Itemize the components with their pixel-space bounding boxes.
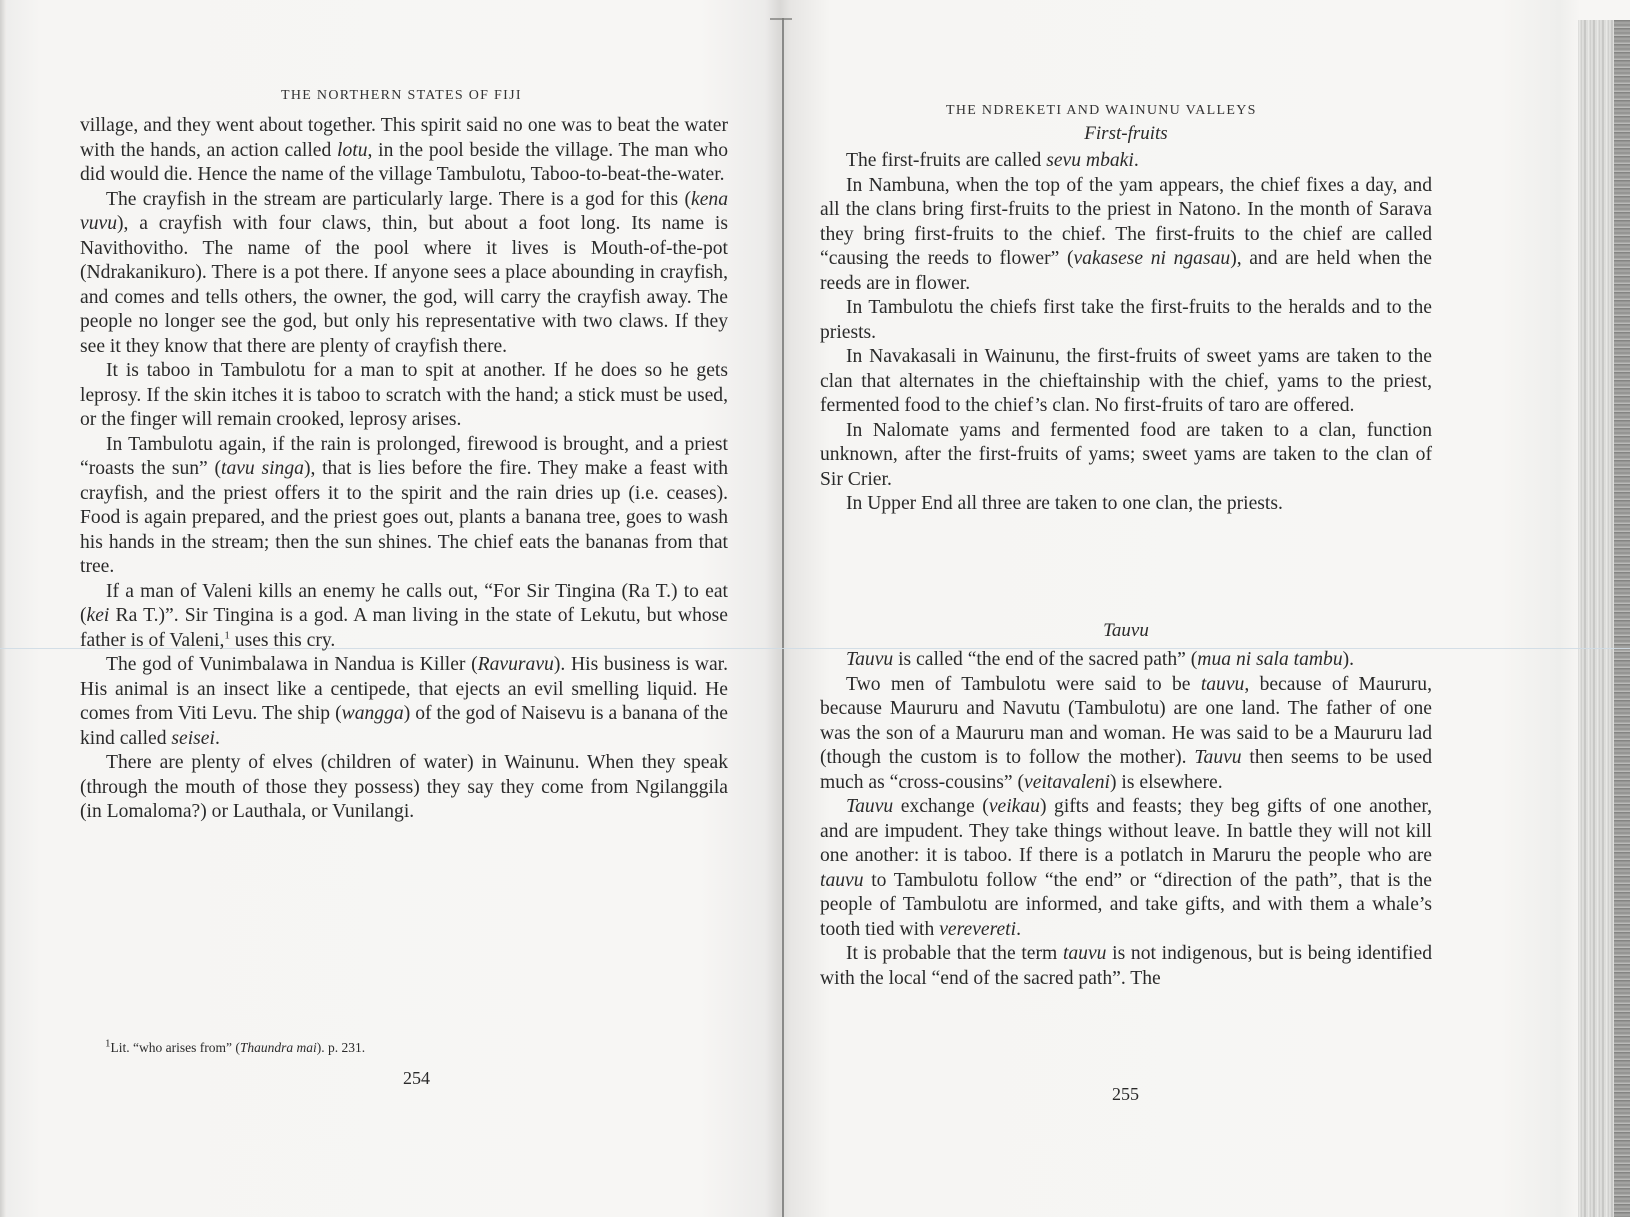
text-run: . — [1016, 918, 1021, 940]
paragraph — [820, 795, 1432, 942]
paragraph — [820, 492, 1432, 517]
text-run: In Tambulotu the chiefs first take the first-fruits to the heralds and to the priests. — [820, 297, 1432, 343]
text-run: There are plenty of elves (children of water) in Wainunu. When they speak (through the mouth of those they possess) they say they come from Ngilanggila (in Lomaloma?) or Lauthala, or Vunilangi. — [80, 752, 728, 822]
paragraph — [820, 942, 1432, 991]
text-run: ) of the god of Naisevu is a banana of the kind called — [80, 703, 729, 749]
text-run: Ra T.)”. Sir Tingina is a god. A man living in the state of Lekutu, but whose father is of Valeni, — [80, 605, 728, 651]
paragraph — [80, 751, 728, 825]
section-title-first-fruits: First-fruits — [1084, 123, 1168, 144]
paragraph — [80, 653, 728, 751]
italic-term: tauvu — [1200, 673, 1245, 695]
footnote-text-start: Lit. “who arises from” ( — [110, 1040, 240, 1055]
paragraph — [820, 174, 1432, 297]
text-run: ), that is lies before the fire. They make a feast with crayfish, and the priest offers it to the spirit and the rain dries up (i.e. ceases). Food is again prepared, and the priest goes out, plants a banana tree, goes to wash his hands in the stream; then the sun shines. The chief eats the bananas from that tree. — [80, 458, 729, 577]
left-page-edge — [0, 0, 6, 1217]
text-run: In Upper End all three are taken to one clan, the priests. — [846, 493, 1283, 514]
italic-term: veitavaleni — [1024, 771, 1110, 793]
text-run: , because of Maururu, because Maururu and Navutu (Tambulotu) are one land. The father of one was the son of a Maururu man and woman. He was said to be a Maururu lad (though the custom is to follow the mother). — [820, 673, 1432, 768]
footnote-ref: 1 — [224, 628, 230, 641]
italic-term: veikau — [988, 796, 1040, 817]
italic-term: seisei — [171, 727, 215, 749]
text-run: to Tambulotu follow “the end” or “direction of the path”, that is the people of Tambulotu are informed, and take gifts, and with them a whale’s tooth tied with — [820, 869, 1432, 940]
paragraph — [820, 648, 1432, 673]
text-run: The first-fruits are called — [846, 150, 1047, 171]
text-run: is not indigenous, but is being identified with the local “end of the sacred path”. The — [820, 943, 1432, 989]
right-page-number: 255 — [1112, 1084, 1139, 1104]
gutter-top-mark — [770, 18, 792, 20]
italic-term: sevu mbaki — [1046, 150, 1134, 171]
italic-term: Tauvu — [846, 796, 894, 817]
text-run: village, and they went about together. This spirit said no one was to beat the water with the hands, an action called — [80, 115, 728, 161]
italic-term: tauvu — [1062, 943, 1107, 964]
text-run: In Nalomate yams and fermented food are taken to a clan, function unknown, after the first-fruits of yams; sweet yams are taken to the clan of Sir Crier. — [820, 419, 1432, 490]
footnote — [105, 1037, 366, 1056]
italic-term: lotu — [337, 139, 368, 161]
first-fruits-body-text — [820, 149, 1432, 517]
text-run: In Navakasali in Wainunu, the first-fruits of sweet yams are taken to the clan that alternates in the chieftainship with the chief, yams to the priest, fermented food to the chief’s clan. No first-fruits of taro are offered. — [820, 346, 1432, 416]
italic-term: kena vuvu — [80, 188, 728, 234]
left-page-number: 254 — [403, 1068, 430, 1088]
text-run: uses this cry. — [229, 629, 336, 651]
footnote-text-end: ). p. 231. — [316, 1040, 366, 1055]
tauvu-body-text — [820, 648, 1432, 991]
text-run: In Nambuna, when the top of the yam appears, the chief fixes a day, and all the clans bring first-fruits to the priest in Natono. In the month of Sarava they bring first-fruits to the chief. The first-fruits to the chief are called “causing the reeds to flower” ( — [820, 174, 1432, 269]
text-run: then seems to be used much as “cross-cousins” ( — [820, 747, 1432, 793]
left-running-head: THE NORTHERN STATES OF FIJI — [281, 88, 522, 103]
italic-term: tauvu — [820, 869, 864, 891]
paragraph — [80, 580, 728, 654]
text-run: ) is elsewhere. — [1110, 771, 1223, 793]
book-gutter — [782, 18, 784, 1217]
paragraph — [80, 433, 728, 580]
left-body-text — [80, 114, 728, 825]
text-run: If a man of Valeni kills an enemy he calls out, “For Sir Tingina (Ra T.) to eat ( — [80, 580, 728, 626]
text-run: ), a crayfish with four claws, thin, but about a foot long. Its name is Navithovitho. The name of the pool where it lives is Mouth-of-the-pot (Ndrakanikuro). There is a pot there. If anyone sees a place abounding in crayfish, and comes and tells others, the owner, the god, will carry the crayfish away. The people no longer see the god, but only his representative with two claws. If they see it they know that there are plenty of crayfish there. — [80, 213, 728, 357]
italic-term: Ravuravu — [477, 654, 554, 675]
text-run: ) gifts and feasts; they beg gifts of one another, and are impudent. They take things without leave. In battle they will not kill one another: it is taboo. If there is a potlatch in Maruru the people who are — [820, 796, 1433, 866]
text-run: It is probable that the term — [846, 943, 1063, 964]
paragraph — [80, 359, 728, 433]
italic-term: tavu singa — [221, 458, 304, 479]
footnote-italic: Thaundra mai — [239, 1040, 317, 1055]
paragraph — [80, 114, 728, 188]
paragraph — [80, 188, 728, 360]
italic-term: Tauvu — [1194, 747, 1242, 768]
text-run: ), and are held when the reeds are in flower. — [820, 248, 1432, 294]
italic-term: mua ni sala tambu — [1197, 649, 1343, 670]
text-run: . — [1133, 150, 1139, 171]
text-run: ). — [1342, 649, 1355, 670]
footnote-marker: 1 — [105, 1037, 111, 1050]
section-title-tauvu: Tauvu — [1103, 620, 1149, 641]
page-stack-shadow — [1614, 20, 1630, 1217]
italic-term: Tauvu — [846, 649, 894, 670]
paragraph — [820, 345, 1432, 419]
italic-term: vakasese ni ngasau — [1073, 248, 1231, 269]
paragraph — [820, 149, 1432, 174]
text-run: exchange ( — [893, 796, 989, 817]
italic-term: wangga — [341, 703, 404, 724]
text-run: It is taboo in Tambulotu for a man to spit at another. If he does so he gets leprosy. If the skin itches it is taboo to scratch with the hand; a stick must be used, or the finger will remain crooked, leprosy arises. — [80, 360, 728, 430]
text-run: . — [214, 727, 220, 749]
text-run: is called “the end of the sacred path” ( — [893, 649, 1198, 670]
text-run: , in the pool beside the village. The man who did would die. Hence the name of the village Tambulotu, Taboo-to-beat-the-water. — [80, 139, 729, 185]
text-run: The crayfish in the stream are particularly large. There is a god for this ( — [106, 188, 691, 210]
italic-term: kei — [86, 605, 110, 626]
paragraph — [820, 296, 1432, 345]
text-run: The god of Vunimbalawa in Nandua is Killer ( — [106, 654, 478, 675]
italic-term: verevereti — [939, 918, 1017, 940]
text-run: Two men of Tambulotu were said to be — [846, 673, 1201, 695]
text-run: In Tambulotu again, if the rain is prolonged, firewood is brought, and a priest “roasts the sun” ( — [80, 433, 728, 479]
paragraph — [820, 419, 1432, 493]
text-run: ). His business is war. His animal is an insect like a centipede, that ejects an evil smelling liquid. He comes from Viti Levu. The ship ( — [80, 654, 728, 724]
paragraph — [820, 673, 1432, 796]
right-running-head: THE NDREKETI AND WAINUNU VALLEYS — [946, 103, 1257, 118]
